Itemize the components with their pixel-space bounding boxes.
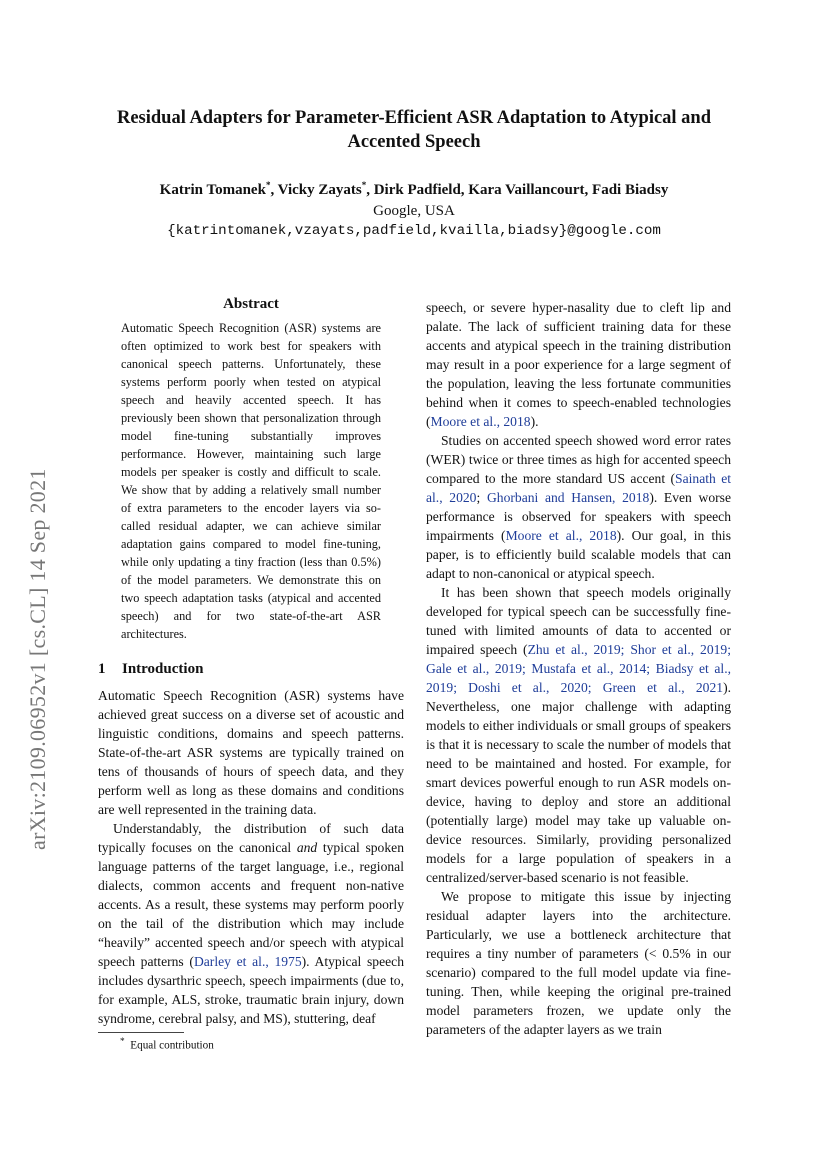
abstract-text: Automatic Speech Recognition (ASR) systems are often optimized to work best for speakers with canonical speech patterns. Unfortunately, these systems perform poorly when tested on atypical speech and heavily accented speech. It has previously been shown that personalization through model fine-tuning substantially improves performance. However, maintaining such large models per speaker is costly and difficult to scale. We show that by adding a relatively small number of extra parameters to the encoder layers via so-called residual adapter, we can achieve similar adaptation gains compared to model fine-tuning, while only updating a tiny fraction (less than 0.5%) of the model parameters. We demonstrate this on two speech adaptation tasks (atypical and accented speech) and for two state-of-the-art ASR architectures.: [121, 321, 381, 641]
footnote-mark: *: [120, 1037, 125, 1047]
intro-paragraph-6: We propose to mitigate this issue by injecting residual adapter layers into the architecture. Particularly, we use a bottleneck architecture that requires a tiny number of parameters (< 0.5% in our scenario) compared to the full model update via fine-tuning. Then, while keeping the original pre-trained model parameters frozen, we update only the parameters of the adapter layers as we train: [426, 889, 731, 1037]
left-column: [98, 296, 404, 1052]
author-emails: {katrintomanek,vzayats,padfield,kvailla,biadsy}@google.com: [167, 223, 661, 239]
arxiv-identifier: arXiv:2109.06952v1 [cs.CL] 14 Sep 2021: [25, 468, 50, 850]
intro-paragraph-5: It has been shown that speech models originally developed for typical speech can be successfully fine-tuned with limited amounts of data to accented or impaired speech (Zhu et al., 2019; Shor et al., 2019; Gale et al., 2019; Mustafa et al., 2014; Biadsy et al., 2019; Doshi et al., 2020; Green et al., 2021). Nevertheless, one major challenge with adapting models to either individuals or small groups of speakers is that it is necessary to scale the number of models that need to be maintained and hosted. For example, for smart devices powerful enough to run ASR models on-device, having to deploy and store an additional (potentially large) model may take up valuable on-device resources. Similarly, providing personalized models for a large population of speakers in a centralized/server-based scenario is not feasible.: [426, 585, 732, 885]
author-list: Katrin Tomanek*, Vicky Zayats*, Dirk Padfield, Kara Vaillancourt, Fadi Biadsy: [159, 180, 669, 198]
citation-link[interactable]: Darley et al., 1975: [193, 954, 302, 969]
section-title: Introduction: [122, 661, 204, 677]
footnote-text: Equal contribution: [130, 1039, 214, 1052]
intro-paragraph-3: speech, or severe hyper-nasality due to cleft lip and palate. The lack of sufficient training data for these accents and atypical speech in the training distribution may result in a poor experience for a large segment of the population, leaving the less fortunate communities behind when it comes to speech-enabled technologies (Moore et al., 2018).: [426, 300, 731, 429]
section-heading-introduction: [98, 661, 404, 678]
equal-contribution-mark: *: [265, 180, 271, 190]
section-number: 1: [98, 661, 106, 677]
citation-link[interactable]: Sainath et al., 2020: [426, 471, 732, 505]
intro-paragraph-2: Understandably, the distribution of such data typically focuses on the canonical and typical spoken language patterns of the target language, i.e., regional dialects, common accents and frequent non-native accents. As a result, these systems may perform poorly on the tail of the distribution which may include “heavily” accented speech and/or speech with atypical speech patterns (Darley et al., 1975). Atypical speech includes dysarthric speech, speech impairments (due to, for example, ALS, stroke, traumatic brain injury, down syndrome, cerebral palsy, and MS), stuttering, deaf: [98, 821, 405, 1026]
footnote: [98, 1037, 404, 1052]
right-column: [426, 298, 731, 1039]
affiliation: Google, USA: [373, 203, 455, 219]
intro-paragraph-4: Studies on accented speech showed word error rates (WER) twice or three times as high for accented speech compared to the more standard US accent (Sainath et al., 2020; Ghorbani and Hansen, 2018). Even worse performance is observed for speakers with speech impairments (Moore et al., 2018). Our goal, in this paper, is to efficiently build scalable models that can adapt to non-canonical or atypical speech.: [426, 433, 732, 581]
citation-link[interactable]: Moore et al., 2018: [505, 528, 617, 543]
author-name: Vicky Zayats: [277, 182, 362, 198]
citation-link[interactable]: Moore et al., 2018: [430, 414, 531, 429]
author-name: Katrin Tomanek: [159, 182, 266, 198]
paper-title: Residual Adapters for Parameter-Efficient ASR Adaptation to Atypical and Accented Speech: [116, 108, 712, 152]
citation-link[interactable]: Zhu et al., 2019; Shor et al., 2019; Gale et al., 2019; Mustafa et al., 2014; Biadsy et al., 2019; Doshi et al., 2020; Green et al., 2021: [426, 642, 732, 695]
citation-link[interactable]: Ghorbani and Hansen, 2018: [486, 490, 650, 505]
equal-contribution-mark: *: [361, 180, 367, 190]
intro-paragraph-1: Automatic Speech Recognition (ASR) systems have achieved great success on a diverse set of acoustic and linguistic conditions, domains and speech patterns. State-of-the-art ASR systems are typically trained on tens of thousands of hours of speech data, and they perform well as long as these domains and conditions are well represented in the training data.: [98, 688, 404, 817]
footnote-divider: [98, 1032, 184, 1033]
abstract-heading: Abstract: [223, 296, 279, 312]
emphasis-and: and: [296, 840, 318, 855]
author-names-rest: Dirk Padfield, Kara Vaillancourt, Fadi Biadsy: [373, 182, 669, 198]
